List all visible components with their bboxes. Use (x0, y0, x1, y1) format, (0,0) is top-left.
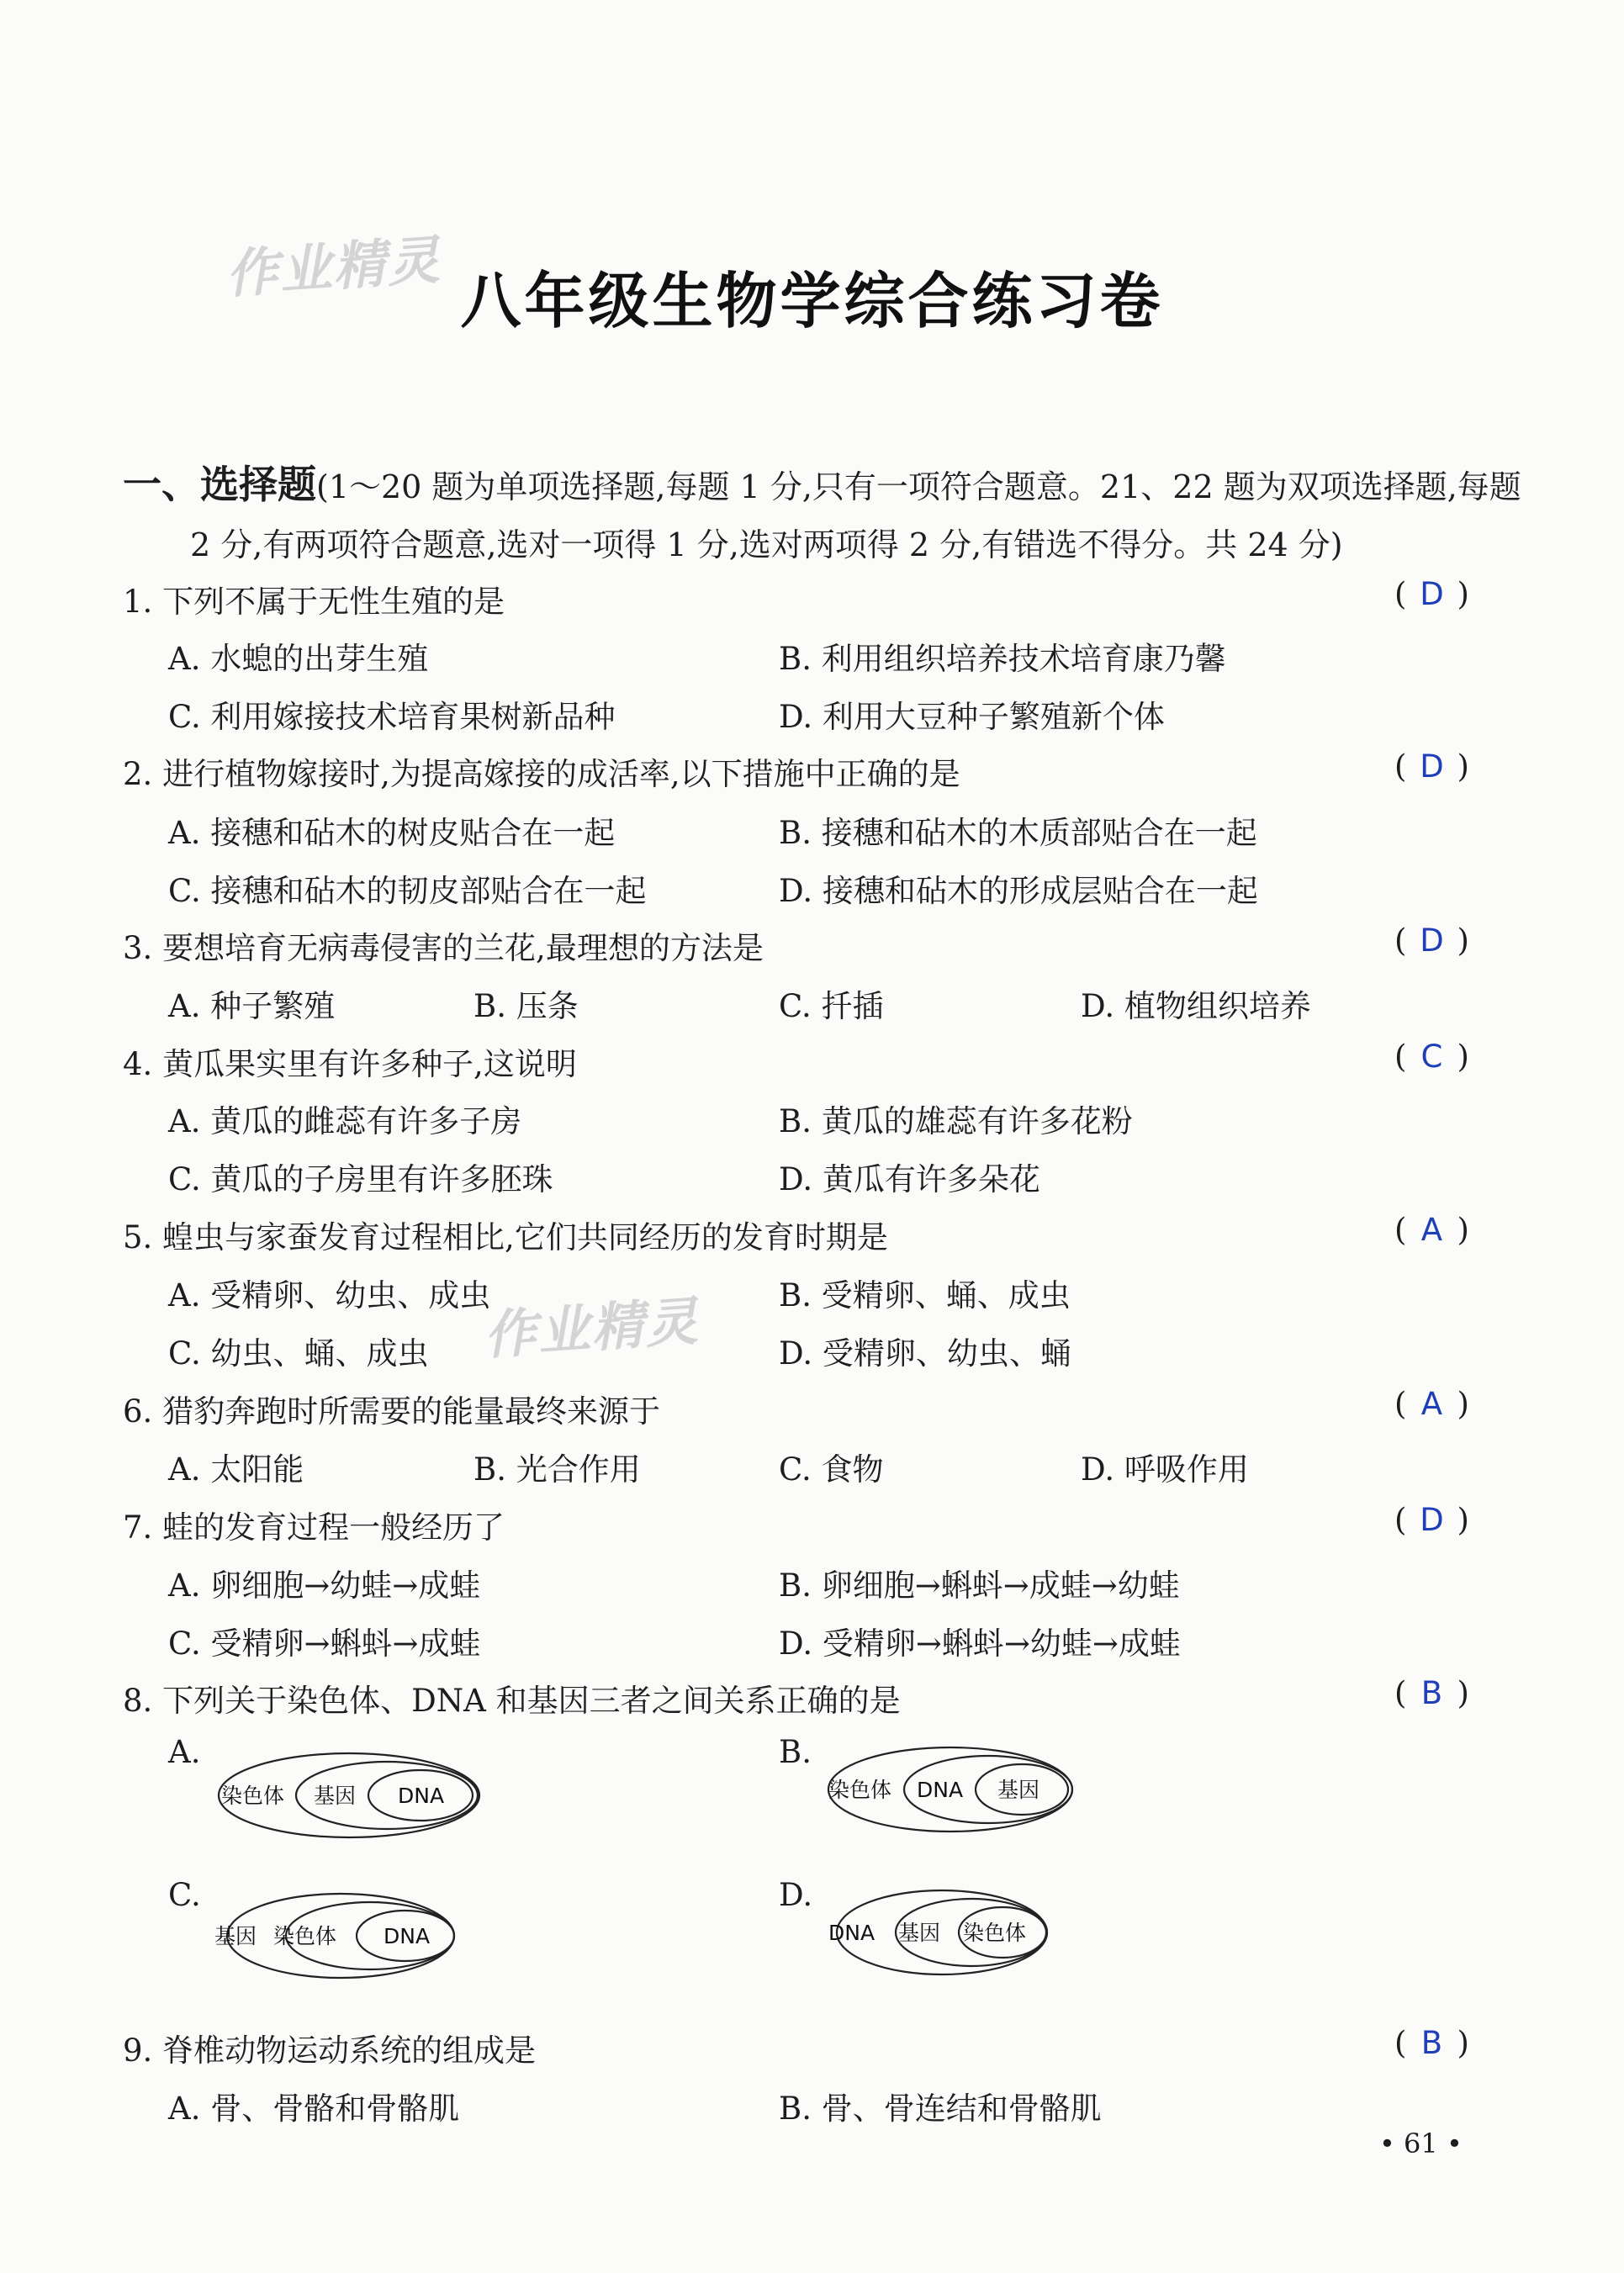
question-8-stem: 8. 下列关于染色体、DNA 和基因三者之间关系正确的是 (123, 1683, 901, 1719)
question-3-option-b: B. 压条 (473, 988, 579, 1024)
inner-label: 染色体 (963, 1921, 1027, 1945)
question-4-option-d: D. 黄瓜有许多朵花 (779, 1161, 1040, 1197)
inner-label: DNA (398, 1784, 445, 1808)
question-4-option-c: C. 黄瓜的子房里有许多胚珠 (168, 1161, 553, 1197)
question-3-answer: ( D ) (1394, 922, 1469, 959)
question-4-answer: ( C ) (1394, 1039, 1469, 1075)
outer-label: 染色体 (828, 1778, 892, 1802)
question-6-stem: 6. 猎豹奔跑时所需要的能量最终来源于 (123, 1393, 661, 1430)
question-5-option-d: D. 受精卵、幼虫、蛹 (779, 1335, 1071, 1372)
answer-letter: C (1420, 1039, 1443, 1075)
section-note-line1: (1～20 题为单项选择题,每题 1 分,只有一项符合题意。21、22 题为双项选择题,每题 (316, 468, 1521, 505)
question-4-option-b: B. 黄瓜的雄蕊有许多花粉 (779, 1103, 1133, 1139)
question-2-option-b: B. 接穗和砧木的木质部贴合在一起 (779, 815, 1257, 851)
question-7-stem: 7. 蛙的发育过程一般经历了 (123, 1509, 505, 1546)
answer-letter: D (1420, 576, 1444, 612)
question-5-answer: ( A ) (1394, 1212, 1469, 1248)
question-3-stem: 3. 要想培育无病毒侵害的兰花,最理想的方法是 (123, 930, 764, 966)
question-1-option-a: A. 水螅的出芽生殖 (168, 641, 429, 677)
answer-letter: D (1420, 1502, 1444, 1538)
question-9-option-a: A. 骨、骨骼和骨骼肌 (168, 2091, 460, 2127)
question-8-answer: ( B ) (1394, 1675, 1469, 1711)
question-6-option-d: D. 呼吸作用 (1081, 1451, 1249, 1488)
question-3-option-c: C. 扦插 (779, 988, 884, 1024)
diagram-c-venn (210, 1885, 463, 1986)
answer-letter: A (1420, 1386, 1443, 1422)
answer-letter: B (1420, 2025, 1443, 2061)
answer-letter: B (1420, 1675, 1443, 1711)
question-8-option-b: B. (779, 1734, 812, 1770)
question-8-option-c: C. (168, 1877, 201, 1913)
question-1-option-d: D. 利用大豆种子繁殖新个体 (779, 699, 1165, 735)
inner-label: DNA (384, 1924, 431, 1948)
watermark-middle: 作业精灵 (482, 1290, 701, 1366)
outer-label: 基因 (214, 1924, 257, 1948)
question-4-stem: 4. 黄瓜果实里有许多种子,这说明 (123, 1046, 577, 1082)
question-9-answer: ( B ) (1394, 2025, 1469, 2061)
outer-label: 染色体 (221, 1784, 285, 1808)
answer-letter: D (1420, 748, 1444, 785)
question-3-option-a: A. 种子繁殖 (168, 988, 336, 1024)
question-1-stem: 1. 下列不属于无性生殖的是 (123, 584, 505, 620)
page-title: 八年级生物学综合练习卷 (460, 266, 1164, 336)
question-2-option-a: A. 接穗和砧木的树皮贴合在一起 (168, 815, 616, 851)
question-6-option-a: A. 太阳能 (168, 1451, 304, 1488)
middle-label: DNA (917, 1778, 964, 1802)
question-7-option-a: A. 卵细胞→幼蛙→成蛙 (168, 1567, 481, 1604)
question-7-option-d: D. 受精卵→蝌蚪→幼蛙→成蛙 (779, 1625, 1181, 1662)
question-5-option-a: A. 受精卵、幼虫、成虫 (168, 1277, 491, 1314)
section-title: 一、选择题 (123, 462, 316, 507)
diagram-a-venn (214, 1745, 484, 1846)
question-2-stem: 2. 进行植物嫁接时,为提高嫁接的成活率,以下措施中正确的是 (123, 756, 960, 792)
question-6-option-c: C. 食物 (779, 1451, 884, 1488)
question-2-answer: ( D ) (1394, 748, 1469, 785)
question-8-option-a: A. (168, 1734, 201, 1770)
question-4-option-a: A. 黄瓜的雌蕊有许多子房 (168, 1103, 522, 1139)
answer-letter: D (1420, 922, 1444, 959)
watermark-top: 作业精灵 (224, 229, 443, 305)
section-header (123, 454, 1521, 510)
question-3-option-d: D. 植物组织培养 (1081, 988, 1311, 1024)
question-9-stem: 9. 脊椎动物运动系统的组成是 (123, 2032, 537, 2069)
middle-label: 基因 (898, 1921, 941, 1945)
question-7-option-c: C. 受精卵→蝌蚪→成蛙 (168, 1625, 481, 1662)
section-note-line2: 2 分,有两项符合题意,选对一项得 1 分,选对两项得 2 分,有错选不得分。共 24 分) (190, 526, 1343, 563)
question-9-option-b: B. 骨、骨连结和骨骼肌 (779, 2091, 1102, 2127)
question-1-answer: ( D ) (1394, 576, 1469, 612)
question-1-option-c: C. 利用嫁接技术培育果树新品种 (168, 699, 616, 735)
question-2-option-d: D. 接穗和砧木的形成层贴合在一起 (779, 873, 1258, 909)
question-6-answer: ( A ) (1394, 1386, 1469, 1422)
question-1-option-b: B. 利用组织培养技术培育康乃馨 (779, 641, 1226, 677)
question-8-option-d: D. (779, 1877, 813, 1913)
inner-label: 基因 (997, 1778, 1040, 1802)
answer-letter: A (1420, 1212, 1443, 1248)
middle-label: 基因 (314, 1784, 357, 1808)
outer-label: DNA (828, 1921, 875, 1945)
question-5-stem: 5. 蝗虫与家蚕发育过程相比,它们共同经历的发育时期是 (123, 1219, 888, 1255)
question-6-option-b: B. 光合作用 (473, 1451, 641, 1488)
question-7-option-b: B. 卵细胞→蝌蚪→成蛙→幼蛙 (779, 1567, 1180, 1604)
question-5-option-b: B. 受精卵、蛹、成虫 (779, 1277, 1071, 1314)
question-2-option-c: C. 接穗和砧木的韧皮部贴合在一起 (168, 873, 647, 909)
middle-label: 染色体 (273, 1924, 337, 1948)
diagram-d-venn (824, 1882, 1060, 1983)
page-number: • 61 • (1379, 2128, 1463, 2159)
question-7-answer: ( D ) (1394, 1502, 1469, 1538)
question-5-option-c: C. 幼虫、蛹、成虫 (168, 1335, 429, 1372)
diagram-b-venn (824, 1741, 1076, 1842)
